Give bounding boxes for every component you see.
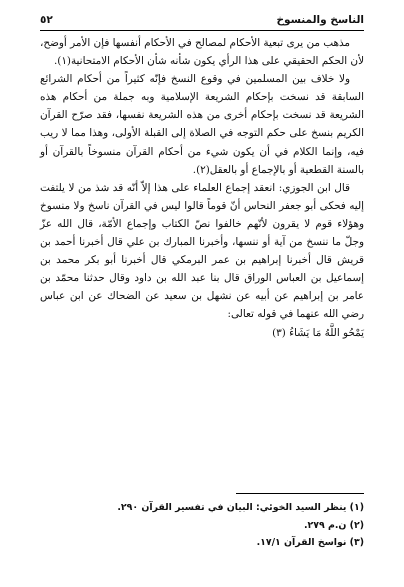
footnote-1: (١) ينظر السيد الخوئي: البيان في تفسير القرآن ٢٩٠. bbox=[117, 502, 364, 513]
running-title: الناسخ والمنسوخ bbox=[276, 14, 364, 26]
quran-verse: يَمْحُو اللَّهُ مَا يَشَاءُ (٣) bbox=[272, 326, 364, 339]
paragraph-1: مذهب من يرى تبعية الأحكام لمصالح في الأحكام أنفسها فإن الأمر أوضح، لأن الحكم الحقيقي على هذا الرأي يكون شأنه شأن الأحكام الامتحانية(١). bbox=[40, 37, 364, 68]
main-text bbox=[40, 34, 364, 342]
paragraph-3: قال ابن الجوزي: انعقد إجماع العلماء على هذا إلاّ أنّه قد شذ من لا يلتفت إليه فحكى أبو جعفر النحاس أنّ قوماً قالوا ليس في القرآن ناسخ ولا منسوخ وهؤلاء قوم لا يقرون لأنّهم خالفوا نصّ الكتاب وإجماع الأمّة، قال الله عزّ وجلّ ما ننسخ من آية أو ننسها، وأخبرنا المبارك بن علي قال أخبرنا أحمد بن قريش قال أخبرنا إبراهيم بن عمر البرمكي قال أخبرنا أبو بكر محمد بن إسماعيل بن العباس الوراق قال بنا عبد الله بن داود وقال حدثنا محمّد بن عامر بن إبراهيم عن أبيه عن نشهل بن سعيد عن الضحاك عن ابن عباس رضي الله عنهما في قوله تعالى: bbox=[40, 181, 364, 321]
paragraph-2: ولا خلاف بين المسلمين في وقوع النسخ فإنّه كثيراً من أحكام الشرائع السابقة قد نسخت بإحكام الشريعة الإسلامية وبه جملة من أحكام هذه الشريعة قد نسخت بإحكام أخرى من هذه الشريعة نفسها، فقد صرّح القرآن الكريم بنسخ على حكم التوجه في الصلاة إلى القبلة الأولى، وهذا مما لا ريب فيه، وإنما الكلام في أن يكون شيء من أحكام القرآن منسوخاً بالقرآن أو بالسنة القطعية أو بالإجماع أو بالعقل(٢). bbox=[40, 73, 364, 176]
footnote-rule bbox=[236, 493, 364, 494]
page-header bbox=[40, 14, 364, 30]
page-number: ٥٢ bbox=[40, 14, 53, 26]
footnotes bbox=[40, 499, 364, 552]
footnote-2: (٢) ن.م ٢٧٩. bbox=[303, 519, 364, 531]
header-rule bbox=[40, 30, 364, 31]
footnote-3: (٣) نواسخ القرآن ١٧/١. bbox=[256, 537, 364, 548]
